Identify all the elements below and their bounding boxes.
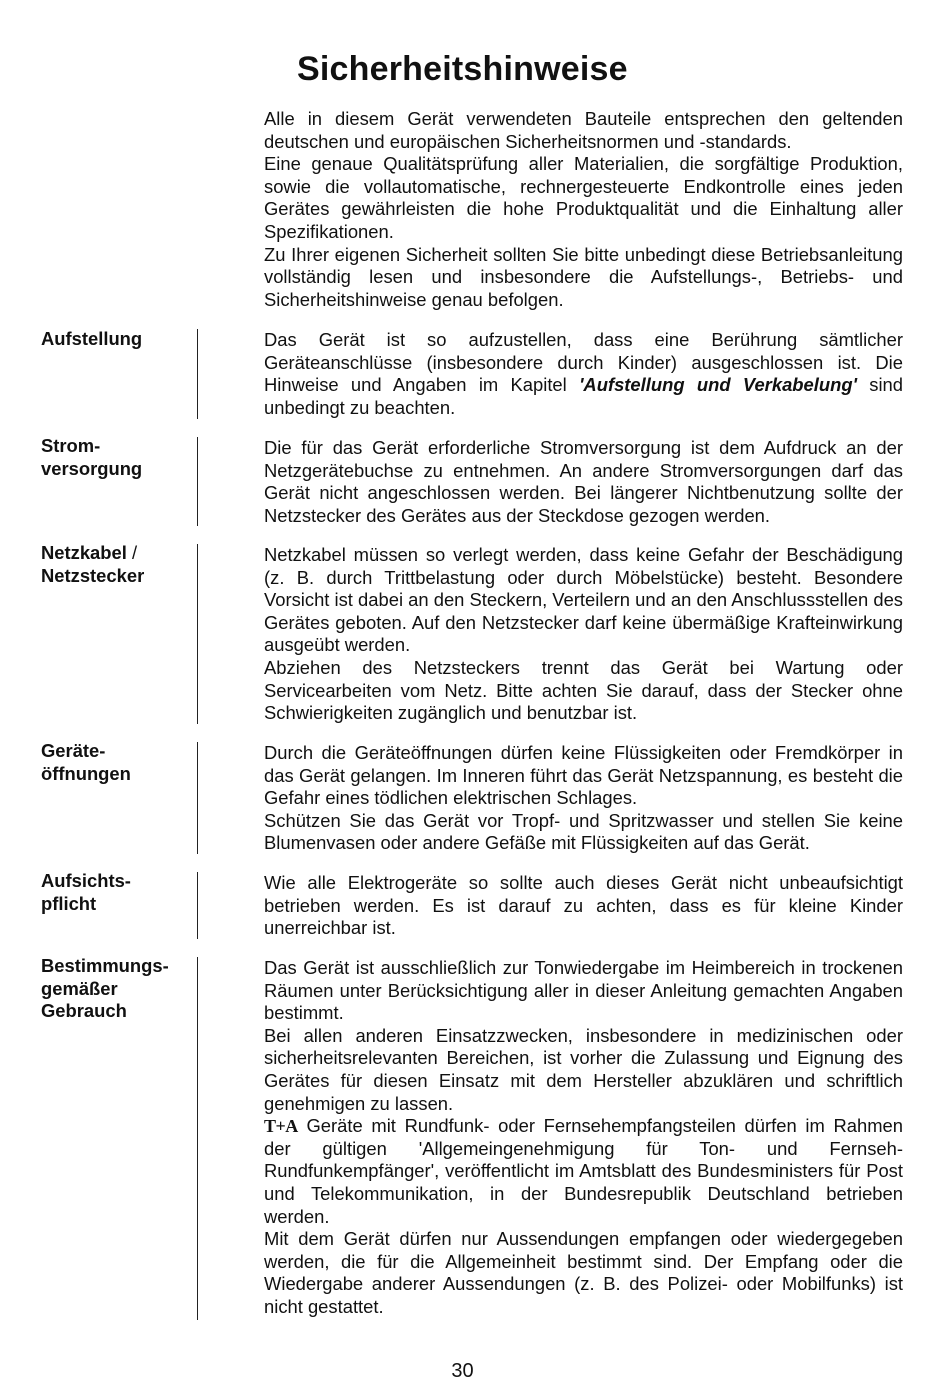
section-label-geraeteoeffnungen: Geräte- öffnungen [41, 740, 131, 784]
intro-paragraph: Alle in diesem Gerät verwendeten Bauteile entsprechen den geltenden deutschen und europäischen Sicherheitsnormen und -standards. [264, 108, 903, 152]
section-text-aufstellung: Das Gerät ist so aufzustellen, dass eine Berührung sämtlicher Geräteanschlüsse (insbesondere durch Kinder) ausgeschlossen ist. Die Hinweise und Angaben im Kapitel 'Aufstellung und Verkabelung' sind unbedingt zu beachten. [264, 329, 903, 418]
page-number: 30 [451, 1360, 474, 1382]
section-divider [197, 437, 198, 526]
section-text-netzkabel: Netzkabel müssen so verlegt werden, dass keine Gefahr der Beschädigung (z. B. durch Trittbelastung oder durch Möbelstücke) besteht. Besondere Vorsicht ist dabei an den Steckern, Verteilern und an den Anschlussstellen des Gerätes geboten. Auf den Netzstecker darf keine übermäßige Krafteinwirkung ausgeübt werden. Abziehen des Netzsteckers trennt das Gerät bei Wartung oder Servicearbeiten vom Netz. Bitte achten Sie darauf, dass der Stecker ohne Schwierigkeiten zugänglich und benutzbar ist. [264, 544, 903, 724]
chapter-reference: 'Aufstellung und Verkabelung' [579, 374, 857, 396]
section-text-stromversorgung: Die für das Gerät erforderliche Stromversorgung ist dem Aufdruck an der Netzgerätebuchse zu entnehmen. An andere Stromversorgungen darf das Gerät nicht angeschlossen werden. Bei längerer Nichtbenutzung sollte der Netzstecker des Gerätes aus der Steckdose gezogen werden. [264, 437, 903, 526]
section-text-aufsichtspflicht: Wie alle Elektrogeräte so sollte auch dieses Gerät nicht unbeaufsichtigt betrieben werden. Es ist darauf zu achten, dass es für kleine Kinder unerreichbar ist. [264, 872, 903, 939]
intro-paragraph: Eine genaue Qualitätsprüfung aller Materialien, die sorgfältige Produktion, sowie die vollautomatische, rechnergesteuerte Endkontrolle eines jeden Gerätes gewährleisten die hohe Produktqualität und die Einhaltung aller Spezifikationen. [264, 153, 903, 242]
section-label-netzkabel: Netzkabel / Netzstecker [41, 542, 145, 586]
section-divider [197, 544, 198, 724]
section-text-geraeteoeffnungen: Durch die Geräteöffnungen dürfen keine Flüssigkeiten oder Fremdkörper in das Gerät gelangen. Im Inneren führt das Gerät Netzspannung, es besteht die Gefahr eines tödlichen elektrischen Schlages. Schützen Sie das Gerät vor Tropf- und Spritzwasser und stellen Sie keine Blumenvasen oder andere Gefäße mit Flüssigkeiten auf das Gerät. [264, 742, 903, 854]
section-divider [197, 957, 198, 1320]
section-label-stromversorgung: Strom- versorgung [41, 435, 143, 479]
intro-text [264, 108, 903, 311]
section-divider [197, 872, 198, 939]
section-label-gebrauch: Bestimmungs- gemäßer Gebrauch [41, 955, 169, 1022]
section-divider [197, 329, 198, 419]
section-label-aufsichtspflicht: Aufsichts- pflicht [41, 870, 131, 914]
section-label-aufstellung: Aufstellung [41, 328, 143, 349]
page-title: Sicherheitshinweise [297, 50, 628, 88]
brand-logo: T+A [264, 1116, 298, 1137]
intro-paragraph: Zu Ihrer eigenen Sicherheit sollten Sie bitte unbedingt diese Betriebsanleitung vollständig lesen und insbesondere die Aufstellungs-, Betriebs- und Sicherheitshinweise genau befolgen. [264, 243, 903, 310]
section-divider [197, 742, 198, 854]
section-text-gebrauch: Das Gerät ist ausschließlich zur Tonwiedergabe im Heimbereich in trockenen Räumen unter Berücksichtigung aller in dieser Anleitung gemachten Angaben bestimmt. Bei allen anderen Einsatzzwecken, insbesondere in medizinischen oder sicherheitsrelevanten Bereichen, ist vorher die Zulassung und Eignung des Gerätes für diesen Einsatz mit dem Hersteller abzuklären und schriftlich genehmigen zu lassen. T+A Geräte mit Rundfunk- oder Fernsehempfangsteilen dürfen im Rahmen der gültigen 'Allgemeingenehmigung für Ton- und Fernseh-Rundfunkempfänger', veröffentlicht im Amtsblatt des Bundesministers für Post und Telekommunikation, in der Bundesrepublik Deutschland betrieben werden. Mit dem Gerät dürfen nur Aussendungen empfangen oder wiedergegeben werden, die für die Allgemeinheit bestimmt sind. Der Empfang oder die Wiedergabe anderer Aussendungen (z. B. des Polizei- oder Mobilfunks) ist nicht gestattet. [264, 957, 903, 1317]
